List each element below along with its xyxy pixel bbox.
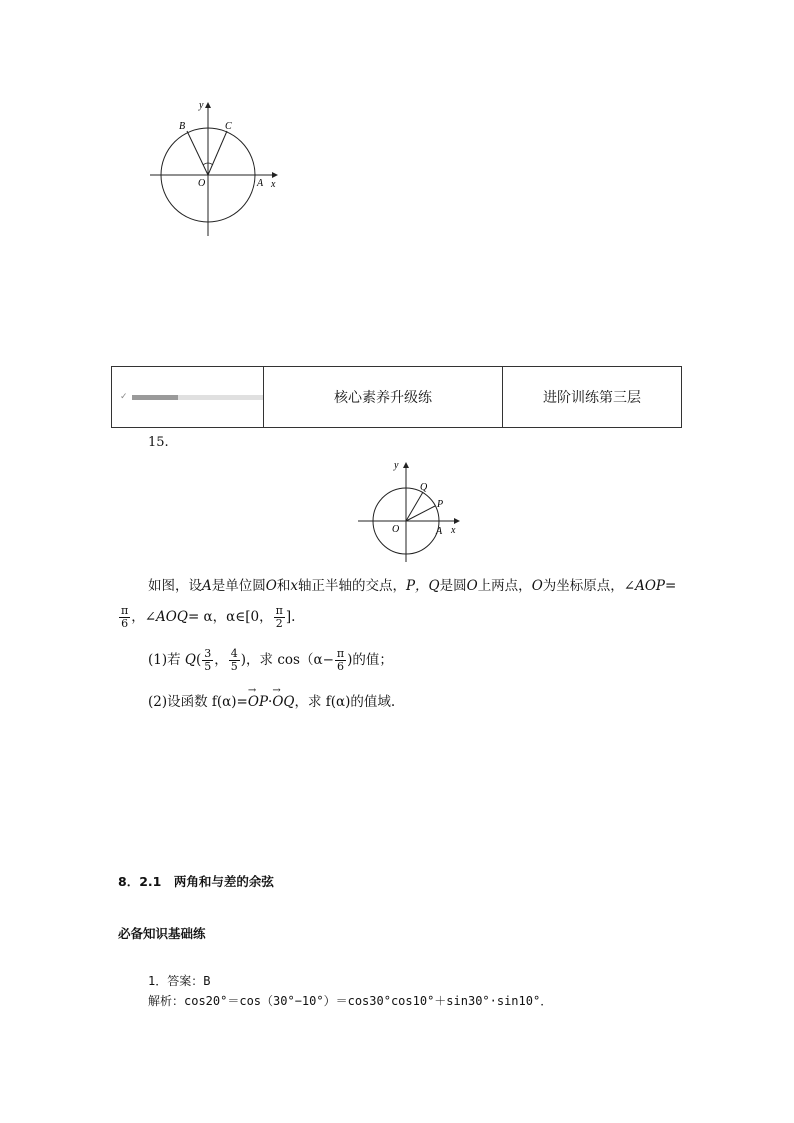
part-text: · (268, 694, 273, 710)
label-o: O (392, 524, 400, 535)
stem-text: = (664, 578, 677, 594)
part-text: )的值； (347, 652, 393, 668)
fraction-pi-over-2 (274, 605, 285, 630)
problem-part-2 (148, 693, 395, 711)
x-axis-arrow (454, 518, 460, 524)
fraction-pi-over-6 (119, 605, 130, 630)
stem-text: 是单位圆 (211, 578, 266, 594)
stem-var: P，Q (405, 578, 440, 594)
progress-bar-fill (132, 395, 178, 400)
part-text: ，求 f(α)的值域. (294, 694, 396, 710)
fraction-numerator: π (336, 647, 345, 660)
label-a: A (257, 178, 264, 189)
x-axis-arrow (272, 172, 278, 178)
fraction-denominator: 2 (275, 617, 283, 630)
y-axis-arrow (205, 102, 211, 108)
ray-oc (208, 131, 227, 175)
section-banner (111, 366, 682, 428)
fraction-4-over-5 (229, 648, 240, 673)
banner-progress-cell (112, 367, 264, 427)
y-axis-arrow (403, 462, 409, 468)
label-y: y (394, 460, 399, 471)
stem-text: 为坐标原点，∠ (542, 578, 636, 594)
check-icon: ✓ (120, 392, 128, 402)
fraction-denominator: 6 (121, 617, 129, 630)
fraction-pi-over-6 (335, 648, 346, 673)
banner-level: 进阶训练第三层 (543, 390, 641, 406)
problem-stem-line2 (118, 600, 295, 634)
fraction-denominator: 5 (204, 660, 212, 673)
part-text: (2)设函数 f(α)= (148, 694, 248, 710)
stem-text: 是圆 (439, 578, 467, 594)
fraction-numerator: 4 (230, 647, 238, 660)
section-title: 8．2.1 两角和与差的余弦 (118, 874, 274, 889)
vector-oq: → OQ (272, 693, 294, 711)
label-c: C (225, 121, 232, 132)
stem-var: O (466, 578, 478, 594)
part-var: Q (184, 652, 196, 668)
label-p: P (437, 499, 444, 510)
ray-ob (187, 131, 208, 175)
unit-circle-figure-bca (140, 96, 290, 241)
stem-var: O (531, 578, 543, 594)
label-a: A (436, 526, 443, 537)
stem-var: AOQ (156, 609, 188, 625)
progress-bar (132, 395, 263, 400)
stem-var: AOP (635, 578, 665, 594)
label-x: x (271, 179, 276, 190)
label-x: x (451, 525, 456, 536)
problem-number: 15. (148, 435, 169, 450)
fraction-denominator: 6 (337, 660, 344, 673)
fraction-numerator: π (275, 604, 283, 617)
label-y: y (199, 100, 204, 111)
part-text: ( (196, 652, 202, 668)
stem-text: 和 (276, 578, 291, 594)
problem-stem-line1 (148, 577, 676, 595)
stem-text: ]. (285, 609, 296, 625)
stem-var: O (265, 578, 277, 594)
stem-text: 如图，设 (148, 578, 202, 594)
problem-part-1 (148, 643, 393, 677)
part-text: ， (214, 652, 228, 668)
stem-var: A (202, 578, 212, 594)
part-text: (1)若 (148, 652, 185, 668)
stem-text: = α，α∈[0， (187, 609, 273, 625)
stem-text: 上两点， (477, 578, 532, 594)
part-text: )，求 cos（α− (240, 652, 334, 668)
answer-line-1: 1．答案：B (148, 974, 211, 988)
label-b: B (179, 121, 186, 132)
stem-var: x (290, 578, 298, 594)
section-subtitle: 必备知识基础练 (118, 926, 206, 941)
fraction-numerator: π (121, 604, 129, 617)
answer-line-2: 解析：cos20°＝cos（30°−10°）＝cos30°cos10°＋sin30°·sin10°． (148, 994, 553, 1008)
fraction-numerator: 3 (204, 647, 212, 660)
banner-title: 核心素养升级练 (264, 367, 503, 427)
label-o: O (198, 178, 206, 189)
label-q: Q (420, 482, 428, 493)
stem-text: ，∠ (131, 609, 157, 625)
fraction-3-over-5 (202, 648, 213, 673)
vector-op: → OP (248, 693, 268, 711)
unit-circle-figure-pq (354, 456, 466, 566)
fraction-denominator: 5 (230, 660, 238, 673)
stem-text: 轴正半轴的交点， (297, 578, 406, 594)
